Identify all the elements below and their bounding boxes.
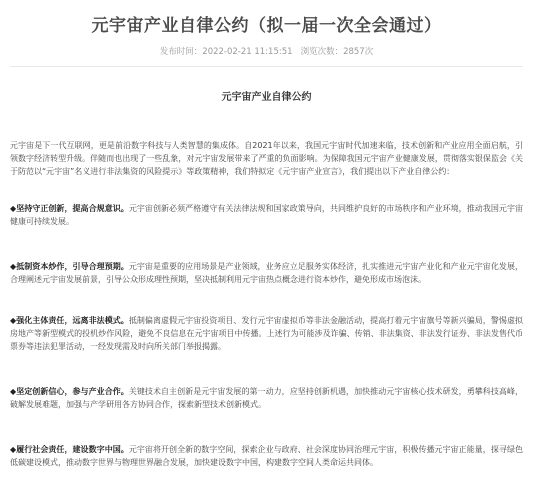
- clause-paragraph: [10, 314, 523, 353]
- article-meta: [10, 46, 523, 58]
- views-label: 浏览次数：: [300, 47, 344, 57]
- clause-heading: ◆强化主体责任，远离非法模式。: [10, 316, 129, 325]
- clause-text: 抵制偏离虚假元宇宙投资项目、发行元宇宙虚拟币等非法金融活动，提高打着元宇宙旗号等新兴骗局，警惕虚拟房地产等新型模式的投机炒作风险，避免不良信息在元宇宙项目中传播。上述行为可能涉及诈骗、传销、非法集资、非法发行证券、非法发售代币票券等违法犯罪活动，一经发现需及时向所关部门举报揭露。: [10, 316, 523, 351]
- clause-heading: ◆抵制资本炒作，引导合理预期。: [10, 262, 129, 271]
- views-value: 2857次: [343, 47, 374, 57]
- clause-text: 关键技术自主创新是元宇宙发展的第一动力，应坚持创新机遇，加快推动元宇宙核心技术研发，勇攀科技高峰，破解发展难题，加强与产学研用各方协同合作，探索新型技术创新模式。: [10, 387, 523, 409]
- clause-text: 元宇宙创新必须严格遵守有关法律法规和国家政策导向，共同维护良好的市场秩序和产业环境，推动我国元宇宙健康可持续发展。: [10, 204, 523, 226]
- clause-heading: ◆履行社会责任，建设数字中国。: [10, 445, 129, 454]
- clause-heading: ◆坚持守正创新，提高合规意识。: [10, 204, 129, 213]
- clause-paragraph: [10, 260, 523, 286]
- clause-heading: ◆坚定创新信心，参与产业合作。: [10, 387, 129, 396]
- clause-paragraph: [10, 385, 523, 411]
- article-title: 元宇宙产业自律公约（拟一届一次全会通过）: [91, 16, 442, 36]
- published-label: 发布时间：: [159, 47, 203, 57]
- article-subheading: 元宇宙产业自律公约: [221, 92, 312, 103]
- clause-text: 元宇宙是重要的应用场景是产业领域，业务应立足服务实体经济，扎实推进元宇宙产业化和产业元宇宙化发展，合理阐述元宇宙发展前景，引导公众形成理性预期，坚决抵制利用元宇宙热点概念进行资本炒作，避免形成市场泡沫。: [10, 262, 523, 284]
- clause-paragraph: [10, 443, 523, 469]
- intro-paragraph: 元宇宙是下一代互联网，更是前沿数字科技与人类智慧的集成体。自2021年以来，我国元宇宙时代加速来临，技术创新和产业应用全面启航，引领数字经济转型升级。伴随而也出现了一些乱象，对元宇宙发展带来了严重的负面影响。为保障我国元宇宙产业健康发展，贯彻落实银保监会《关于防范以“元宇宙”名义进行非法集资的风险提示》等政策精神，我们特拟定《元宇宙产业宣言》，我们提出以下产业自律公约：: [10, 141, 523, 176]
- clause-paragraph: [10, 202, 523, 228]
- clause-text: 元宇宙将开创全新的数字空间，探索企业与政府、社会深度协同治理元宇宙，积极传播元宇宙正能量，探寻绿色低碳建设模式，推动数字世界与物理世界融合发展，加快建设数字中国，构建数字空间人类命运共同体。: [10, 445, 523, 467]
- published-value: 2022-02-21 11:15:51: [202, 47, 293, 57]
- header-divider: [10, 66, 523, 67]
